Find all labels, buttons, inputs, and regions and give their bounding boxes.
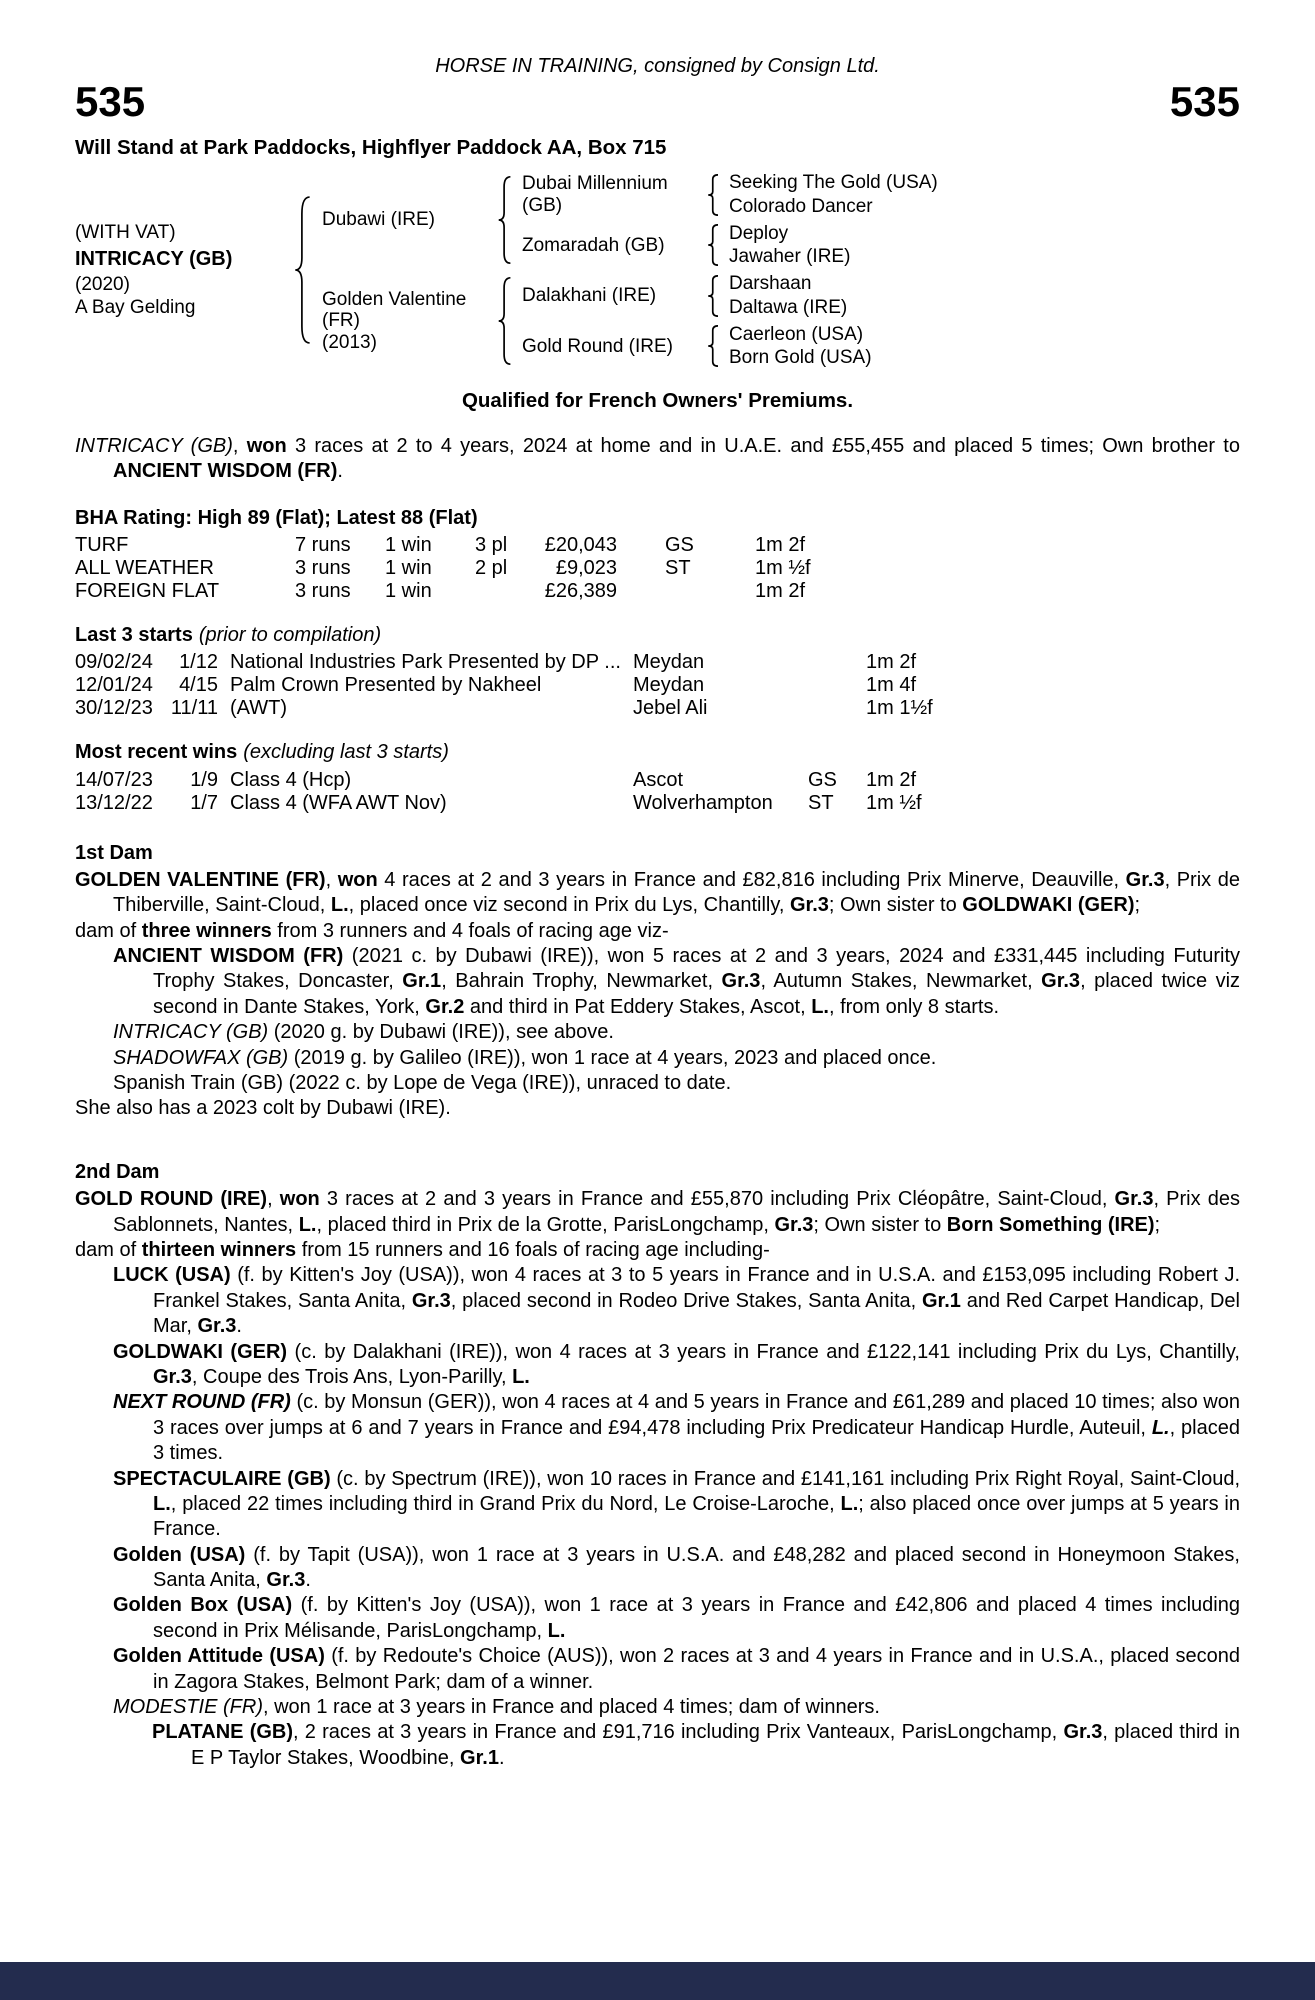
stats-surface: TURF [75, 533, 129, 556]
sire-dam-name: Zomaradah (GB) [522, 234, 665, 256]
progeny-paragraph: SPECTACULAIRE (GB) (c. by Spectrum (IRE)), won 10 races in France and £141,161 including Prix Right Royal, Saint-Cloud, L., placed 22 times including third in Grand Prix du Nord, Le Croise-Laroche, L.; also placed once over jumps at 5 years in France. [113, 1467, 1240, 1541]
stats-places: 2 pl [475, 556, 508, 579]
race-name: (AWT) [230, 697, 288, 720]
stats-wins: 1 win [385, 556, 432, 579]
great-grandparents [729, 273, 979, 318]
progeny-paragraph: GOLDWAKI (GER) (c. by Dalakhani (IRE)), won 4 races at 3 years in France and £122,141 including Prix du Lys, Chantilly, Gr.3, Coupe des Trois Ans, Lyon-Parilly, L. [113, 1340, 1240, 1388]
premium-note: Qualified for French Owners' Premiums. [461, 388, 854, 412]
brace-icon [496, 276, 514, 366]
ancestor-name: Daltawa (IRE) [729, 296, 848, 318]
vat-note: (WITH VAT) [75, 222, 176, 244]
dam-sire-branch [522, 273, 979, 318]
recent-wins-heading [75, 740, 1240, 765]
brace-icon [706, 224, 721, 266]
first-dam-heading: 1st Dam [75, 841, 153, 864]
dam-dam-name: Gold Round (IRE) [522, 335, 674, 357]
race-position: 1/7 [190, 791, 218, 814]
sire-parents [522, 169, 979, 270]
race-distance: 1m 4f [866, 674, 917, 697]
dam-name [322, 289, 494, 353]
stand-location: Will Stand at Park Paddocks, Highflyer Paddock AA, Box 715 [75, 136, 667, 160]
race-distance: 1m ½f [866, 791, 922, 814]
race-course: Meydan [633, 674, 705, 697]
brace-icon [496, 175, 514, 265]
race-distance: 1m 2f [866, 651, 917, 674]
dam-parents [522, 270, 979, 371]
stats-distance: 1m ½f [755, 556, 811, 579]
race-date: 14/07/23 [75, 768, 153, 791]
section-title: Most recent wins [75, 741, 238, 764]
race-date: 30/12/23 [75, 697, 153, 720]
race-position: 11/11 [170, 697, 218, 720]
stats-going: ST [665, 556, 691, 579]
stats-surface: FOREIGN FLAT [75, 579, 220, 602]
dam-paragraph: GOLD ROUND (IRE), won 3 races at 2 and 3 years in France and £55,870 including Prix Cléopâtre, Saint-Cloud, Gr.3, Prix des Sablonnets, Nantes, L., placed third in Prix de la Grotte, ParisLongchamp, Gr.3; Own sister to Born Something (IRE); [75, 1188, 1240, 1236]
dam-year: (2013) [322, 331, 377, 353]
grand-progeny-paragraph: PLATANE (GB), 2 races at 3 years in France and £91,716 including Prix Vanteaux, ParisLongchamp, Gr.3, placed third in E P Taylor Stakes, Woodbine, Gr.1. [152, 1721, 1240, 1769]
race-position: 4/15 [179, 674, 218, 697]
stats-surface: ALL WEATHER [75, 556, 214, 579]
ancestor-name: Seeking The Gold (USA) [729, 172, 938, 194]
bha-rating-line: BHA Rating: High 89 (Flat); Latest 88 (Flat) [75, 507, 478, 530]
consignor-line: HORSE IN TRAINING, consigned by Consign Ltd. [435, 55, 880, 77]
sire-sire-branch [522, 172, 979, 217]
race-course: Wolverhampton [633, 791, 773, 814]
stats-earnings: £9,023 [555, 556, 617, 579]
dam-sire-name: Dalakhani (IRE) [522, 285, 657, 307]
race-course: Ascot [633, 768, 684, 791]
brace-icon [706, 174, 721, 216]
subject-info [75, 220, 290, 320]
stats-distance: 1m 2f [755, 579, 806, 602]
stats-going [617, 580, 755, 603]
great-grandparents [729, 324, 979, 369]
stats-wins: 1 win [385, 533, 432, 556]
stats-places [475, 580, 537, 603]
race-course: Jebel Ali [633, 697, 708, 720]
ancestor-name: Darshaan [729, 273, 812, 295]
sire-branch [322, 169, 979, 270]
progeny-paragraph: MODESTIE (FR), won 1 race at 3 years in France and placed 4 times; dam of winners. [113, 1696, 880, 1719]
race-course: Meydan [633, 651, 705, 674]
sire-name: Dubawi (IRE) [322, 209, 435, 231]
pedigree-tree [75, 169, 1240, 371]
table-row [75, 534, 1240, 557]
last-starts-table [75, 651, 1240, 720]
dam-paragraph: dam of thirteen winners from 15 runners and 16 foals of racing age including- [75, 1239, 770, 1261]
race-distance: 1m 2f [866, 768, 917, 791]
section-title: Last 3 starts [75, 623, 193, 646]
stats-earnings: £20,043 [544, 533, 617, 556]
dam-paragraph: GOLDEN VALENTINE (FR), won 4 races at 2 and 3 years in France and £82,816 including Prix Minerve, Deauville, Gr.3, Prix de Thiberville, Saint-Cloud, L., placed once viz second in Prix du Lys, Chantilly, Gr.3; Own sister to GOLDWAKI (GER); [75, 868, 1240, 917]
stats-runs: 3 runs [295, 556, 351, 579]
race-going [808, 651, 866, 674]
race-going: ST [808, 791, 834, 814]
stats-runs: 3 runs [295, 579, 351, 602]
race-distance: 1m 1½f [866, 697, 933, 720]
stats-going: GS [665, 533, 694, 556]
race-position: 1/9 [190, 768, 218, 791]
progeny-paragraph: Golden (USA) (f. by Tapit (USA)), won 1 race at 3 years in U.S.A. and £48,282 and placed second in Honeymoon Stakes, Santa Anita, Gr.3. [113, 1543, 1240, 1592]
table-row [75, 580, 1240, 603]
progeny-paragraph: ANCIENT WISDOM (FR) (2021 c. by Dubawi (IRE)), won 5 races at 2 and 3 years, 2024 and £331,445 including Futurity Trophy Stakes, Doncaster, Gr.1, Bahrain Trophy, Newmarket, Gr.3, Autumn Stakes, Newmarket, Gr.3, placed twice viz second in Dante Stakes, York, Gr.2 and third in Pat Eddery Stakes, Ascot, L., from only 8 starts. [113, 945, 1241, 1018]
brace-icon [706, 325, 721, 367]
stats-runs: 7 runs [295, 533, 351, 556]
table-row [75, 557, 1240, 580]
race-date: 13/12/22 [75, 791, 153, 814]
progeny-paragraph: SHADOWFAX (GB) (2019 g. by Galileo (IRE)), won 1 race at 4 years, 2023 and placed once. [113, 1046, 937, 1069]
race-going [808, 674, 866, 697]
lot-number-right: 535 [1169, 78, 1240, 126]
lot-number-row [75, 78, 1240, 126]
great-grandparents [729, 223, 979, 268]
section-subtitle: (prior to compilation) [198, 623, 382, 646]
progeny-paragraph: NEXT ROUND (FR) (c. by Monsun (GER)), won 4 races at 4 and 5 years in France and £61,289 and placed 10 times; also won 3 races over jumps at 6 and 7 years in France and £94,478 including Prix Predicateur Handicap Hurdle, Auteuil, L., placed 3 times. [113, 1391, 1240, 1465]
race-going [808, 697, 866, 720]
table-row [75, 769, 1240, 792]
dam-paragraph: She also has a 2023 colt by Dubawi (IRE). [75, 1097, 451, 1120]
ancestor-name: Born Gold (USA) [729, 347, 872, 369]
last-starts-heading [75, 623, 1240, 648]
dam-paragraph: dam of three winners from 3 runners and 4 foals of racing age viz- [75, 919, 669, 942]
progeny-paragraph: Golden Attitude (USA) (f. by Redoute's Choice (AUS)), won 2 races at 3 and 4 years in France and in U.S.A., placed second in Zagora Stakes, Belmont Park; dam of a winner. [113, 1645, 1240, 1693]
horse-name: INTRICACY (GB) [75, 247, 233, 270]
lot-number-left: 535 [75, 78, 146, 126]
race-position: 1/12 [179, 651, 218, 674]
progeny-paragraph: Spanish Train (GB) (2022 c. by Lope de Vega (IRE)), unraced to date. [113, 1072, 732, 1095]
footer-bar [0, 1962, 1315, 2000]
stats-places: 3 pl [475, 533, 508, 556]
table-row [75, 792, 1240, 815]
race-date: 09/02/24 [75, 651, 153, 674]
race-summary: INTRICACY (GB), won 3 races at 2 to 4 years, 2024 at home and in U.A.E. and £55,455 and placed 5 times; Own brother to ANCIENT WISDOM (FR). [75, 434, 1240, 482]
brace-icon [292, 194, 314, 346]
table-row [75, 697, 1240, 720]
progeny-paragraph: Golden Box (USA) (f. by Kitten's Joy (USA)), won 1 race at 3 years in France and £42,806 and placed 4 times including second in Prix Mélisande, ParisLongchamp, L. [113, 1594, 1240, 1642]
brace-icon [706, 275, 721, 317]
race-name: Palm Crown Presented by Nakheel [230, 674, 542, 697]
race-going: GS [808, 768, 837, 791]
table-row [75, 674, 1240, 697]
dam-dam-branch [522, 324, 979, 369]
stats-earnings: £26,389 [544, 579, 617, 602]
ancestor-name: Caerleon (USA) [729, 324, 864, 346]
ancestor-name: Jawaher (IRE) [729, 246, 851, 268]
horse-description: A Bay Gelding [75, 297, 196, 319]
recent-wins-table [75, 769, 1240, 815]
ancestor-name: Colorado Dancer [729, 195, 873, 217]
stats-distance: 1m 2f [755, 533, 806, 556]
race-date: 12/01/24 [75, 674, 153, 697]
foaling-year: (2020) [75, 274, 130, 296]
record-by-surface-table [75, 534, 1240, 603]
ancestor-name: Deploy [729, 222, 789, 244]
progeny-paragraph: INTRICACY (GB) (2020 g. by Dubawi (IRE)), see above. [113, 1021, 614, 1044]
table-row [75, 651, 1240, 674]
sire-dam-branch [522, 223, 979, 268]
progeny-paragraph: LUCK (USA) (f. by Kitten's Joy (USA)), won 4 races at 3 to 5 years in France and in U.S.A. and £153,095 including Robert J. Frankel Stakes, Santa Anita, Gr.3, placed second in Rodeo Drive Stakes, Santa Anita, Gr.1 and Red Carpet Handicap, Del Mar, Gr.3. [113, 1264, 1241, 1338]
dam-name-text: Golden Valentine (FR) [322, 289, 467, 332]
great-grandparents [729, 172, 979, 217]
stats-wins: 1 win [385, 579, 432, 602]
race-name: Class 4 (WFA AWT Nov) [230, 791, 447, 814]
sire-sire-name: Dubai Millennium (GB) [522, 173, 668, 216]
race-name: National Industries Park Presented by DP ... [230, 651, 621, 674]
dam-branch [322, 270, 979, 371]
race-name: Class 4 (Hcp) [230, 768, 352, 791]
second-dam-heading: 2nd Dam [75, 1160, 160, 1183]
generation-1 [322, 169, 979, 371]
section-subtitle: (excluding last 3 starts) [243, 741, 449, 764]
